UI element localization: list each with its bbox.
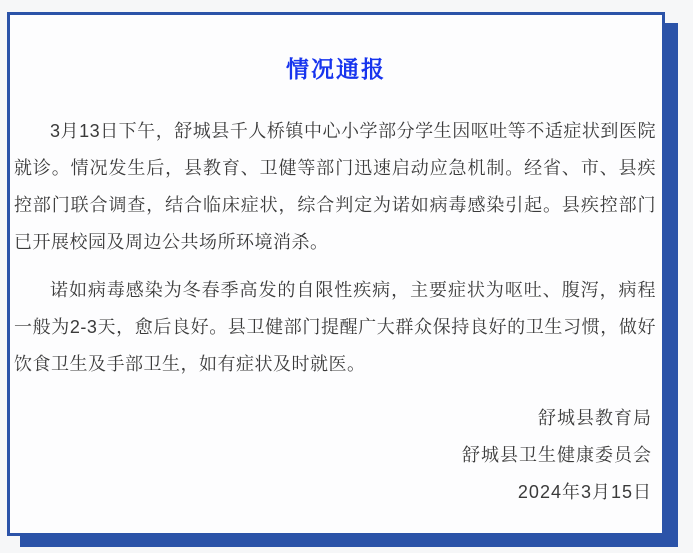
signature-education-bureau: 舒城县教育局: [538, 408, 652, 428]
notice-paragraph-advice: 诺如病毒感染为冬春季高发的自限性疾病，主要症状为呕吐、腹泻，病程一般为2-3天，愈后良好。县卫健部门提醒广大群众保持良好的卫生习惯，做好饮食卫生及手部卫生，如有症状及时就医。: [14, 280, 656, 374]
signature-block: [10, 400, 662, 511]
notice-paragraph-incident: 3月13日下午，舒城县千人桥镇中心小学部分学生因呕吐等不适症状到医院就诊。情况发生后，县教育、卫健等部门迅速启动应急机制。经省、市、县疾控部门联合调查，结合临床症状，综合判定为诺如病毒感染引起。县疾控部门已开展校园及周边公共场所环境消杀。: [14, 121, 656, 252]
notice-date: 2024年3月15日: [517, 482, 652, 502]
notice-card: [7, 12, 665, 536]
signature-health-commission: 舒城县卫生健康委员会: [462, 445, 652, 465]
notice-title: 情况通报: [286, 56, 386, 82]
